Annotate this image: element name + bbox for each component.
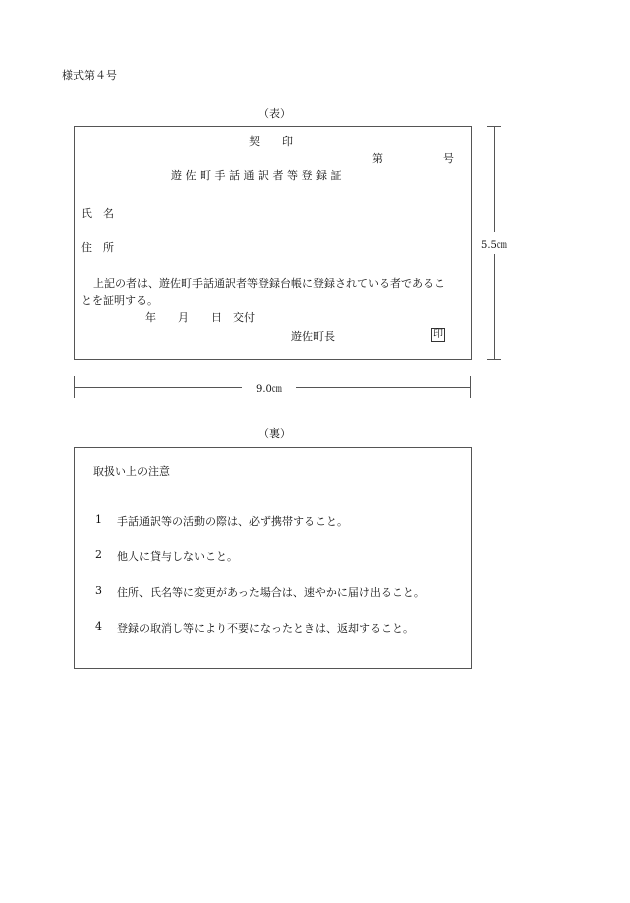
note-number: 4 xyxy=(95,620,102,633)
height-dimension-bottom-tick xyxy=(487,359,501,360)
width-dimension-line-right xyxy=(296,387,471,388)
height-dimension-line-upper xyxy=(494,126,495,232)
note-text: 登録の取消し等により不要になったときは、返却すること。 xyxy=(117,622,414,635)
issue-date-line: 年 月 日 交付 xyxy=(145,311,255,324)
form-number: 様式第４号 xyxy=(62,69,117,82)
certification-text-line2: とを証明する。 xyxy=(81,294,158,307)
width-dimension-label: 9.0㎝ xyxy=(256,384,282,395)
number-label: 第 xyxy=(372,152,383,165)
certification-text-line1: 上記の者は、遊佐町手話通訳者等登録台帳に登録されている者であるこ xyxy=(93,277,445,290)
address-label: 住 所 xyxy=(81,241,114,254)
height-dimension-line-lower xyxy=(494,254,495,360)
note-text: 他人に貸与しないこと。 xyxy=(117,550,238,563)
issuer-label: 遊佐町長 xyxy=(291,330,335,343)
front-card xyxy=(74,126,472,360)
number-suffix: 号 xyxy=(443,152,454,165)
note-number: 1 xyxy=(95,513,102,526)
height-dimension-label: 5.5㎝ xyxy=(481,240,507,251)
card-title: 遊 佐 町 手 話 通 訳 者 等 登 録 証 xyxy=(171,169,342,182)
back-caption: （裏） xyxy=(258,427,291,440)
width-dimension-right-tick xyxy=(470,376,471,398)
note-number: 2 xyxy=(95,548,102,561)
note-text: 手話通訳等の活動の際は、必ず携帯すること。 xyxy=(117,515,348,528)
seal-label: 契 印 xyxy=(249,135,293,148)
note-text: 住所、氏名等に変更があった場合は、速やかに届け出ること。 xyxy=(117,586,425,599)
width-dimension-line-left xyxy=(74,387,242,388)
name-label: 氏 名 xyxy=(81,207,114,220)
front-caption: （表） xyxy=(258,107,291,120)
back-card xyxy=(74,447,472,669)
notes-heading: 取扱い上の注意 xyxy=(93,465,170,478)
seal-mark: 印 xyxy=(433,329,443,340)
note-number: 3 xyxy=(95,584,102,597)
